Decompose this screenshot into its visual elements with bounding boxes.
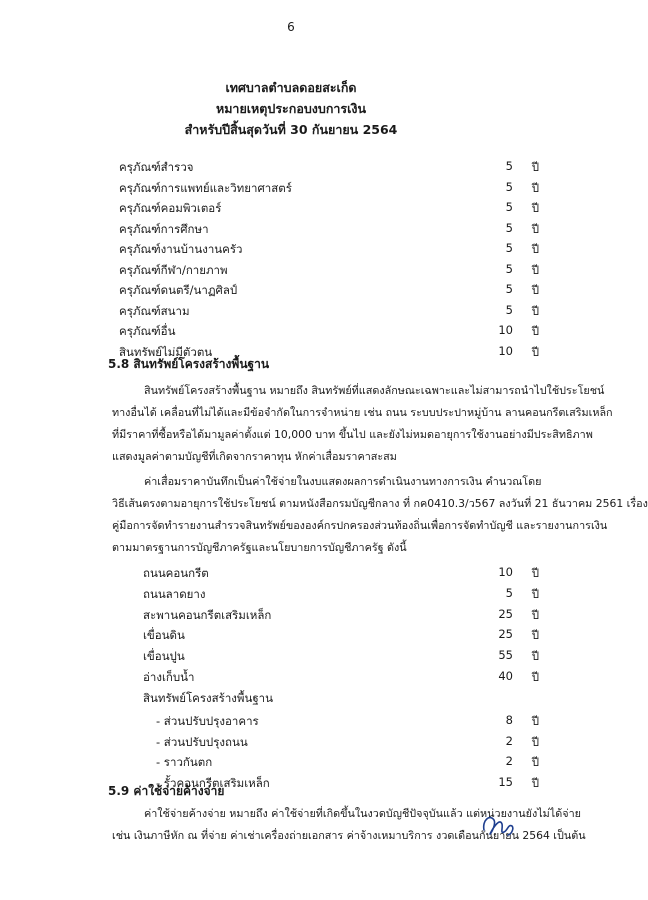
equipment-item-years: 5 [505, 282, 513, 296]
infrastructure-subitem-years: 2 [505, 754, 513, 768]
section-5-8-para2-line: ตามมาตรฐานการบัญชีภาครัฐและนโยบายการบัญชีภาครัฐ ดังนี้ [112, 541, 407, 554]
infrastructure-subitem-years: 8 [505, 713, 513, 727]
equipment-item-row [119, 282, 539, 300]
equipment-item-label: ครุภัณฑ์อื่น [119, 324, 176, 338]
infrastructure-item-label: ถนนคอนกรีต [143, 566, 209, 580]
header-line-3: สำหรับปีสิ้นสุดวันที่ 30 กันยายน 2564 [184, 122, 398, 137]
equipment-item-unit: ปี [531, 262, 539, 277]
equipment-item-row [119, 262, 539, 280]
infrastructure-item-row [143, 607, 539, 625]
equipment-item-label: ครุภัณฑ์สำรวจ [119, 160, 194, 174]
equipment-item-unit: ปี [531, 303, 539, 318]
infrastructure-subitem-years: 2 [505, 733, 513, 748]
infrastructure-item-years: 55 [498, 648, 513, 663]
equipment-item-years: 5 [505, 159, 513, 173]
equipment-item-years: 10 [498, 323, 513, 337]
section-5-9-para-line: เช่น เงินภาษีหัก ณ ที่จ่าย ค่าเช่าเครื่องถ่ายเอกสาร ค่าจ้างเหมาบริการ งวดเดือนกันยายน 2564 เป็นต้น [112, 829, 586, 842]
page-number: 6 [287, 20, 295, 34]
infrastructure-subitem-label: - รั้วคอนกรีตเสริมเหล็ก [156, 775, 270, 790]
infrastructure-item-years: 25 [498, 627, 513, 642]
infrastructure-item-label: เขื่อนปูน [143, 649, 185, 664]
equipment-item-unit: ปี [531, 160, 539, 174]
equipment-item-row [119, 303, 539, 321]
equipment-item-unit: ปี [531, 201, 539, 215]
section-5-9-title: 5.9 ค่าใช้จ่ายค้างจ่าย [108, 784, 225, 798]
infrastructure-item-label: ถนนลาดยาง [143, 586, 206, 601]
equipment-item-label: ครุภัณฑ์การแพทย์และวิทยาศาสตร์ [119, 180, 292, 195]
section-5-8-para1-line: ที่มีราคาที่ซื้อหรือได้มามูลค่าตั้งแต่ 10,000 บาท ขึ้นไป และยังไม่หมดอายุการใช้งานอย่างมีประสิทธิภาพ [112, 428, 593, 441]
infrastructure-subgroup-label: สินทรัพย์โครงสร้างพื้นฐาน [143, 691, 273, 705]
equipment-item-unit: ปี [531, 344, 539, 359]
section-5-8-para2-line: คู่มือการจัดทำรายงานสำรวจสินทรัพย์ขององค์กรปกครองส่วนท้องถิ่นเพื่อการจัดทำบัญชี และรายงานการเงิน [112, 519, 608, 532]
infrastructure-subitem-label: - ส่วนปรับปรุงอาคาร [156, 714, 259, 728]
equipment-item-years: 5 [505, 200, 513, 214]
equipment-item-unit: ปี [531, 180, 539, 195]
equipment-item-label: ครุภัณฑ์งานบ้านงานครัว [119, 242, 243, 256]
infrastructure-subitem-unit: ปี [531, 714, 539, 728]
equipment-item-unit: ปี [531, 283, 539, 297]
infrastructure-subitem-label: - ส่วนปรับปรุงถนน [156, 734, 248, 749]
equipment-item-years: 5 [505, 241, 513, 255]
equipment-item-years: 5 [505, 179, 513, 194]
section-5-9-para-line: ค่าใช้จ่ายค้างจ่าย หมายถึง ค่าใช้จ่ายที่เกิดขึ้นในงวดบัญชีปัจจุบันแล้ว แต่หน่วยงานยังไม่ได้จ่าย [144, 807, 581, 820]
infrastructure-subitem-unit: ปี [531, 755, 539, 769]
section-5-8-title: 5.8 สินทรัพย์โครงสร้างพื้นฐาน [108, 357, 270, 371]
infrastructure-item-label: อ่างเก็บน้ำ [143, 670, 195, 684]
infrastructure-item-unit: ปี [531, 566, 539, 580]
infrastructure-item-unit: ปี [531, 586, 539, 601]
infrastructure-item-row [143, 669, 539, 687]
infrastructure-item-label: เขื่อนดิน [143, 628, 185, 643]
equipment-item-years: 10 [498, 343, 513, 358]
infrastructure-item-label: สะพานคอนกรีตเสริมเหล็ก [143, 607, 272, 622]
infrastructure-subitem-unit: ปี [531, 734, 539, 749]
infrastructure-item-unit: ปี [531, 607, 539, 622]
equipment-item-unit: ปี [531, 242, 539, 256]
equipment-item-row [119, 180, 539, 198]
equipment-item-label: ครุภัณฑ์สนาม [119, 303, 190, 318]
infrastructure-subitem-row [156, 754, 539, 772]
section-5-8-para1-line: แสดงมูลค่าตามบัญชีที่เกิดจากราคาทุน หักค่าเสื่อมราคาสะสม [112, 450, 397, 463]
equipment-item-row [119, 241, 539, 259]
equipment-item-row [119, 200, 539, 218]
equipment-item-label: ครุภัณฑ์คอมพิวเตอร์ [119, 201, 222, 215]
infrastructure-item-unit: ปี [531, 649, 539, 664]
equipment-item-years: 5 [505, 261, 513, 276]
section-5-8-para1-line: สินทรัพย์โครงสร้างพื้นฐาน หมายถึง สินทรัพย์ที่แสดงลักษณะเฉพาะและไม่สามารถนำไปใช้ประโยชน์ [144, 384, 605, 397]
equipment-item-label: ครุภัณฑ์การศึกษา [119, 221, 209, 236]
equipment-item-label: สินทรัพย์ไม่มีตัวตน [119, 344, 213, 359]
infrastructure-item-row [143, 565, 539, 583]
infrastructure-item-years: 40 [498, 669, 513, 683]
infrastructure-subitem-years: 15 [498, 774, 513, 789]
infrastructure-item-years: 25 [498, 606, 513, 621]
section-5-8-para2-line: ค่าเสื่อมราคาบันทึกเป็นค่าใช้จ่ายในงบแสดงผลการดำเนินงานทางการเงิน คำนวณโดย [144, 475, 542, 488]
section-5-8-para1-line: ทางอื่นได้ เคลื่อนที่ไม่ได้และมีข้อจำกัดในการจำหน่าย เช่น ถนน ระบบประปาหมู่บ้าน ลานคอนกรีตเสริมเหล็ก [112, 406, 613, 419]
equipment-item-unit: ปี [531, 324, 539, 338]
equipment-item-row [119, 323, 539, 341]
infrastructure-subitem-label: - ราวกันตก [156, 755, 213, 769]
equipment-item-label: ครุภัณฑ์กีฬา/กายภาพ [119, 262, 228, 277]
equipment-item-row [119, 159, 539, 177]
infrastructure-item-years: 5 [505, 585, 513, 600]
infrastructure-subitem-row [156, 734, 539, 752]
equipment-item-years: 5 [505, 220, 513, 235]
infrastructure-item-row [143, 648, 539, 666]
infrastructure-subitem-unit: ปี [531, 775, 539, 790]
signature-mark-icon [478, 808, 518, 840]
infrastructure-item-unit: ปี [531, 670, 539, 684]
infrastructure-item-unit: ปี [531, 628, 539, 643]
header-line-2: หมายเหตุประกอบงบการเงิน [215, 101, 367, 116]
header-line-1: เทศบาลตำบลดอยสะเก็ด [225, 80, 357, 95]
section-5-8-para2-line: วิธีเส้นตรงตามอายุการใช้ประโยชน์ ตามหนังสือกรมบัญชีกลาง ที่ กค0410.3/ว567 ลงวันที่ 21 ธันวาคม 2561 เรื่อง [112, 497, 648, 510]
infrastructure-item-years: 10 [498, 565, 513, 579]
equipment-item-unit: ปี [531, 221, 539, 236]
equipment-item-label: ครุภัณฑ์ดนตรี/นาฏศิลป์ [119, 283, 238, 297]
equipment-item-row [119, 221, 539, 239]
infrastructure-item-row [143, 627, 539, 645]
infrastructure-subitem-row [156, 713, 539, 731]
equipment-item-years: 5 [505, 302, 513, 317]
infrastructure-item-row [143, 586, 539, 604]
